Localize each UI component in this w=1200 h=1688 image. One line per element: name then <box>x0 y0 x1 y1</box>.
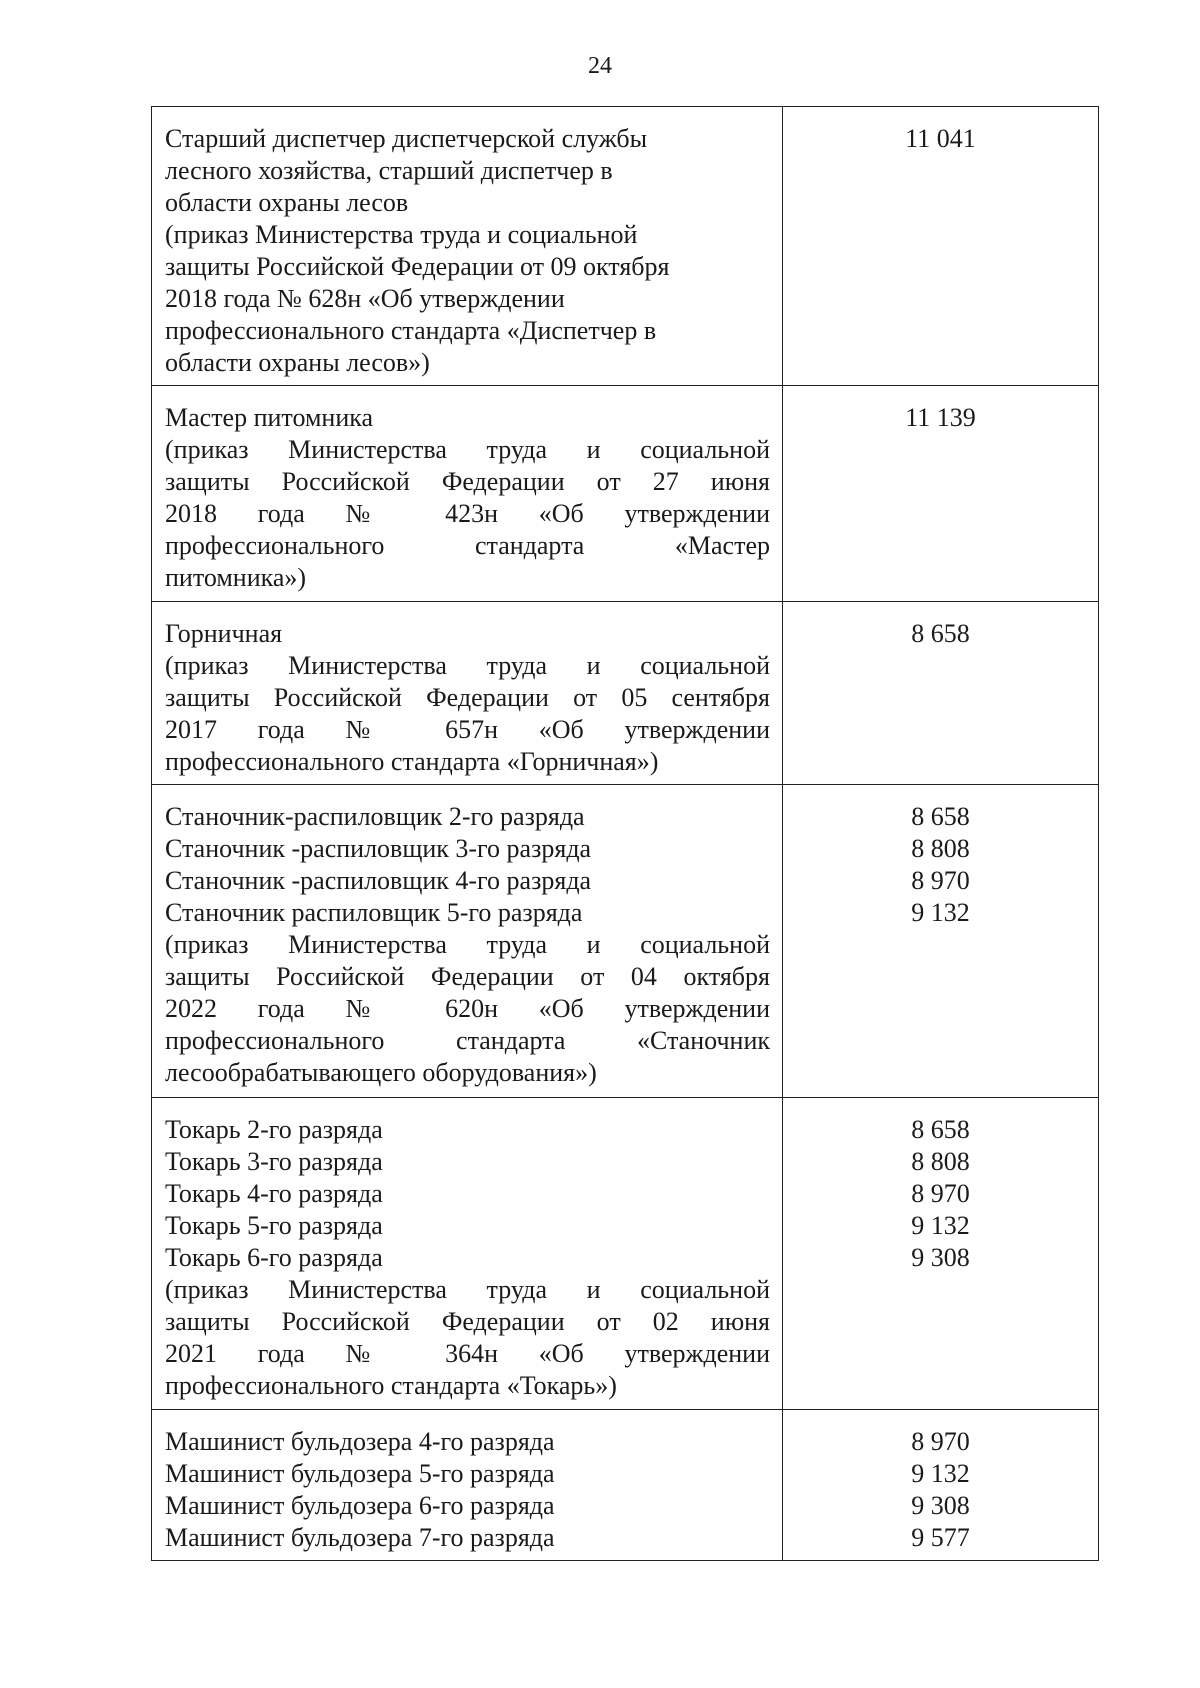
position-cell <box>152 1410 783 1561</box>
order-text-line: профессионального стандарта «Токарь») <box>165 1371 617 1400</box>
salary-value: 9 132 <box>911 1211 970 1240</box>
order-text-line: защиты Российской Федерации от 02 июня <box>165 1307 770 1336</box>
position-text-line: Машинист бульдозера 6-го разряда <box>165 1491 555 1520</box>
position-text-line: Станочник-распиловщик 2-го разряда <box>165 802 585 831</box>
order-text-line: (приказ Министерства труда и социальной <box>165 651 770 680</box>
order-text-line: (приказ Министерства труда и социальной <box>165 930 770 959</box>
position-cell <box>152 1098 783 1410</box>
salary-value: 8 970 <box>911 866 970 895</box>
table-row <box>152 602 1099 785</box>
order-text-line: профессионального стандарта «Мастер <box>165 531 770 560</box>
salary-cell <box>783 785 1099 1098</box>
position-text-line: Токарь 3-го разряда <box>165 1147 383 1176</box>
salary-value: 8 970 <box>911 1427 970 1456</box>
order-text-line: 2022 года № 620н «Об утверждении <box>165 994 770 1023</box>
position-cell <box>152 107 783 386</box>
position-cell <box>152 602 783 785</box>
order-text-line: защиты Российской Федерации от 05 сентября <box>165 683 770 712</box>
table-row <box>152 1098 1099 1410</box>
order-text-line: области охраны лесов») <box>165 348 430 377</box>
position-text-line: Токарь 5-го разряда <box>165 1211 383 1240</box>
salary-cell <box>783 386 1099 602</box>
order-text-line: профессионального стандарта «Станочник <box>165 1026 770 1055</box>
table-row <box>152 107 1099 386</box>
table-row <box>152 1410 1099 1561</box>
order-text-line: (приказ Министерства труда и социальной <box>165 1275 770 1304</box>
order-text-line: 2018 года № 628н «Об утверждении <box>165 284 565 313</box>
position-text-line: Мастер питомника <box>165 403 374 432</box>
salary-cell <box>783 107 1099 386</box>
salary-value: 11 139 <box>905 403 976 432</box>
salary-cell <box>783 1410 1099 1561</box>
position-text-line: Станочник -распиловщик 3-го разряда <box>165 834 592 863</box>
position-text-line: области охраны лесов <box>165 188 409 217</box>
salary-value: 9 132 <box>911 1459 970 1488</box>
table-row <box>152 785 1099 1098</box>
order-text-line: питомника») <box>165 563 307 592</box>
position-text-line: Старший диспетчер диспетчерской службы <box>165 124 648 153</box>
position-text-line: Токарь 2-го разряда <box>165 1115 383 1144</box>
page-number: 24 <box>588 53 612 79</box>
salary-value: 11 041 <box>905 124 976 153</box>
position-text-line: лесного хозяйства, старший диспетчер в <box>165 156 613 185</box>
position-cell <box>152 386 783 602</box>
salary-value: 8 658 <box>911 802 970 831</box>
salary-value: 8 808 <box>911 1147 970 1176</box>
order-text-line: (приказ Министерства труда и социальной <box>165 220 638 249</box>
salary-value: 9 308 <box>911 1243 970 1272</box>
position-text-line: Токарь 4-го разряда <box>165 1179 383 1208</box>
position-text-line: Станочник распиловщик 5-го разряда <box>165 898 583 927</box>
order-text-line: защиты Российской Федерации от 04 октября <box>165 962 770 991</box>
salary-table <box>151 106 1099 1561</box>
order-text-line: 2018 года № 423н «Об утверждении <box>165 499 770 528</box>
salary-value: 8 658 <box>911 1115 970 1144</box>
position-text-line: Токарь 6-го разряда <box>165 1243 383 1272</box>
table-row <box>152 386 1099 602</box>
salary-cell <box>783 602 1099 785</box>
order-text-line: лесообрабатывающего оборудования») <box>165 1058 597 1087</box>
position-text-line: Машинист бульдозера 4-го разряда <box>165 1427 555 1456</box>
position-text-line: Машинист бульдозера 7-го разряда <box>165 1523 555 1552</box>
order-text-line: профессионального стандарта «Горничная») <box>165 747 659 776</box>
order-text-line: профессионального стандарта «Диспетчер в <box>165 316 657 345</box>
salary-value: 8 970 <box>911 1179 970 1208</box>
salary-value: 9 577 <box>911 1523 970 1552</box>
salary-cell <box>783 1098 1099 1410</box>
order-text-line: защиты Российской Федерации от 09 октября <box>165 252 670 281</box>
position-text-line: Станочник -распиловщик 4-го разряда <box>165 866 592 895</box>
order-text-line: (приказ Министерства труда и социальной <box>165 435 770 464</box>
salary-value: 9 308 <box>911 1491 970 1520</box>
order-text-line: защиты Российской Федерации от 27 июня <box>165 467 770 496</box>
position-cell <box>152 785 783 1098</box>
salary-value: 8 808 <box>911 834 970 863</box>
salary-value: 9 132 <box>911 898 970 927</box>
position-text-line: Горничная <box>165 619 283 648</box>
order-text-line: 2017 года № 657н «Об утверждении <box>165 715 770 744</box>
position-text-line: Машинист бульдозера 5-го разряда <box>165 1459 555 1488</box>
order-text-line: 2021 года № 364н «Об утверждении <box>165 1339 770 1368</box>
salary-value: 8 658 <box>911 619 970 648</box>
